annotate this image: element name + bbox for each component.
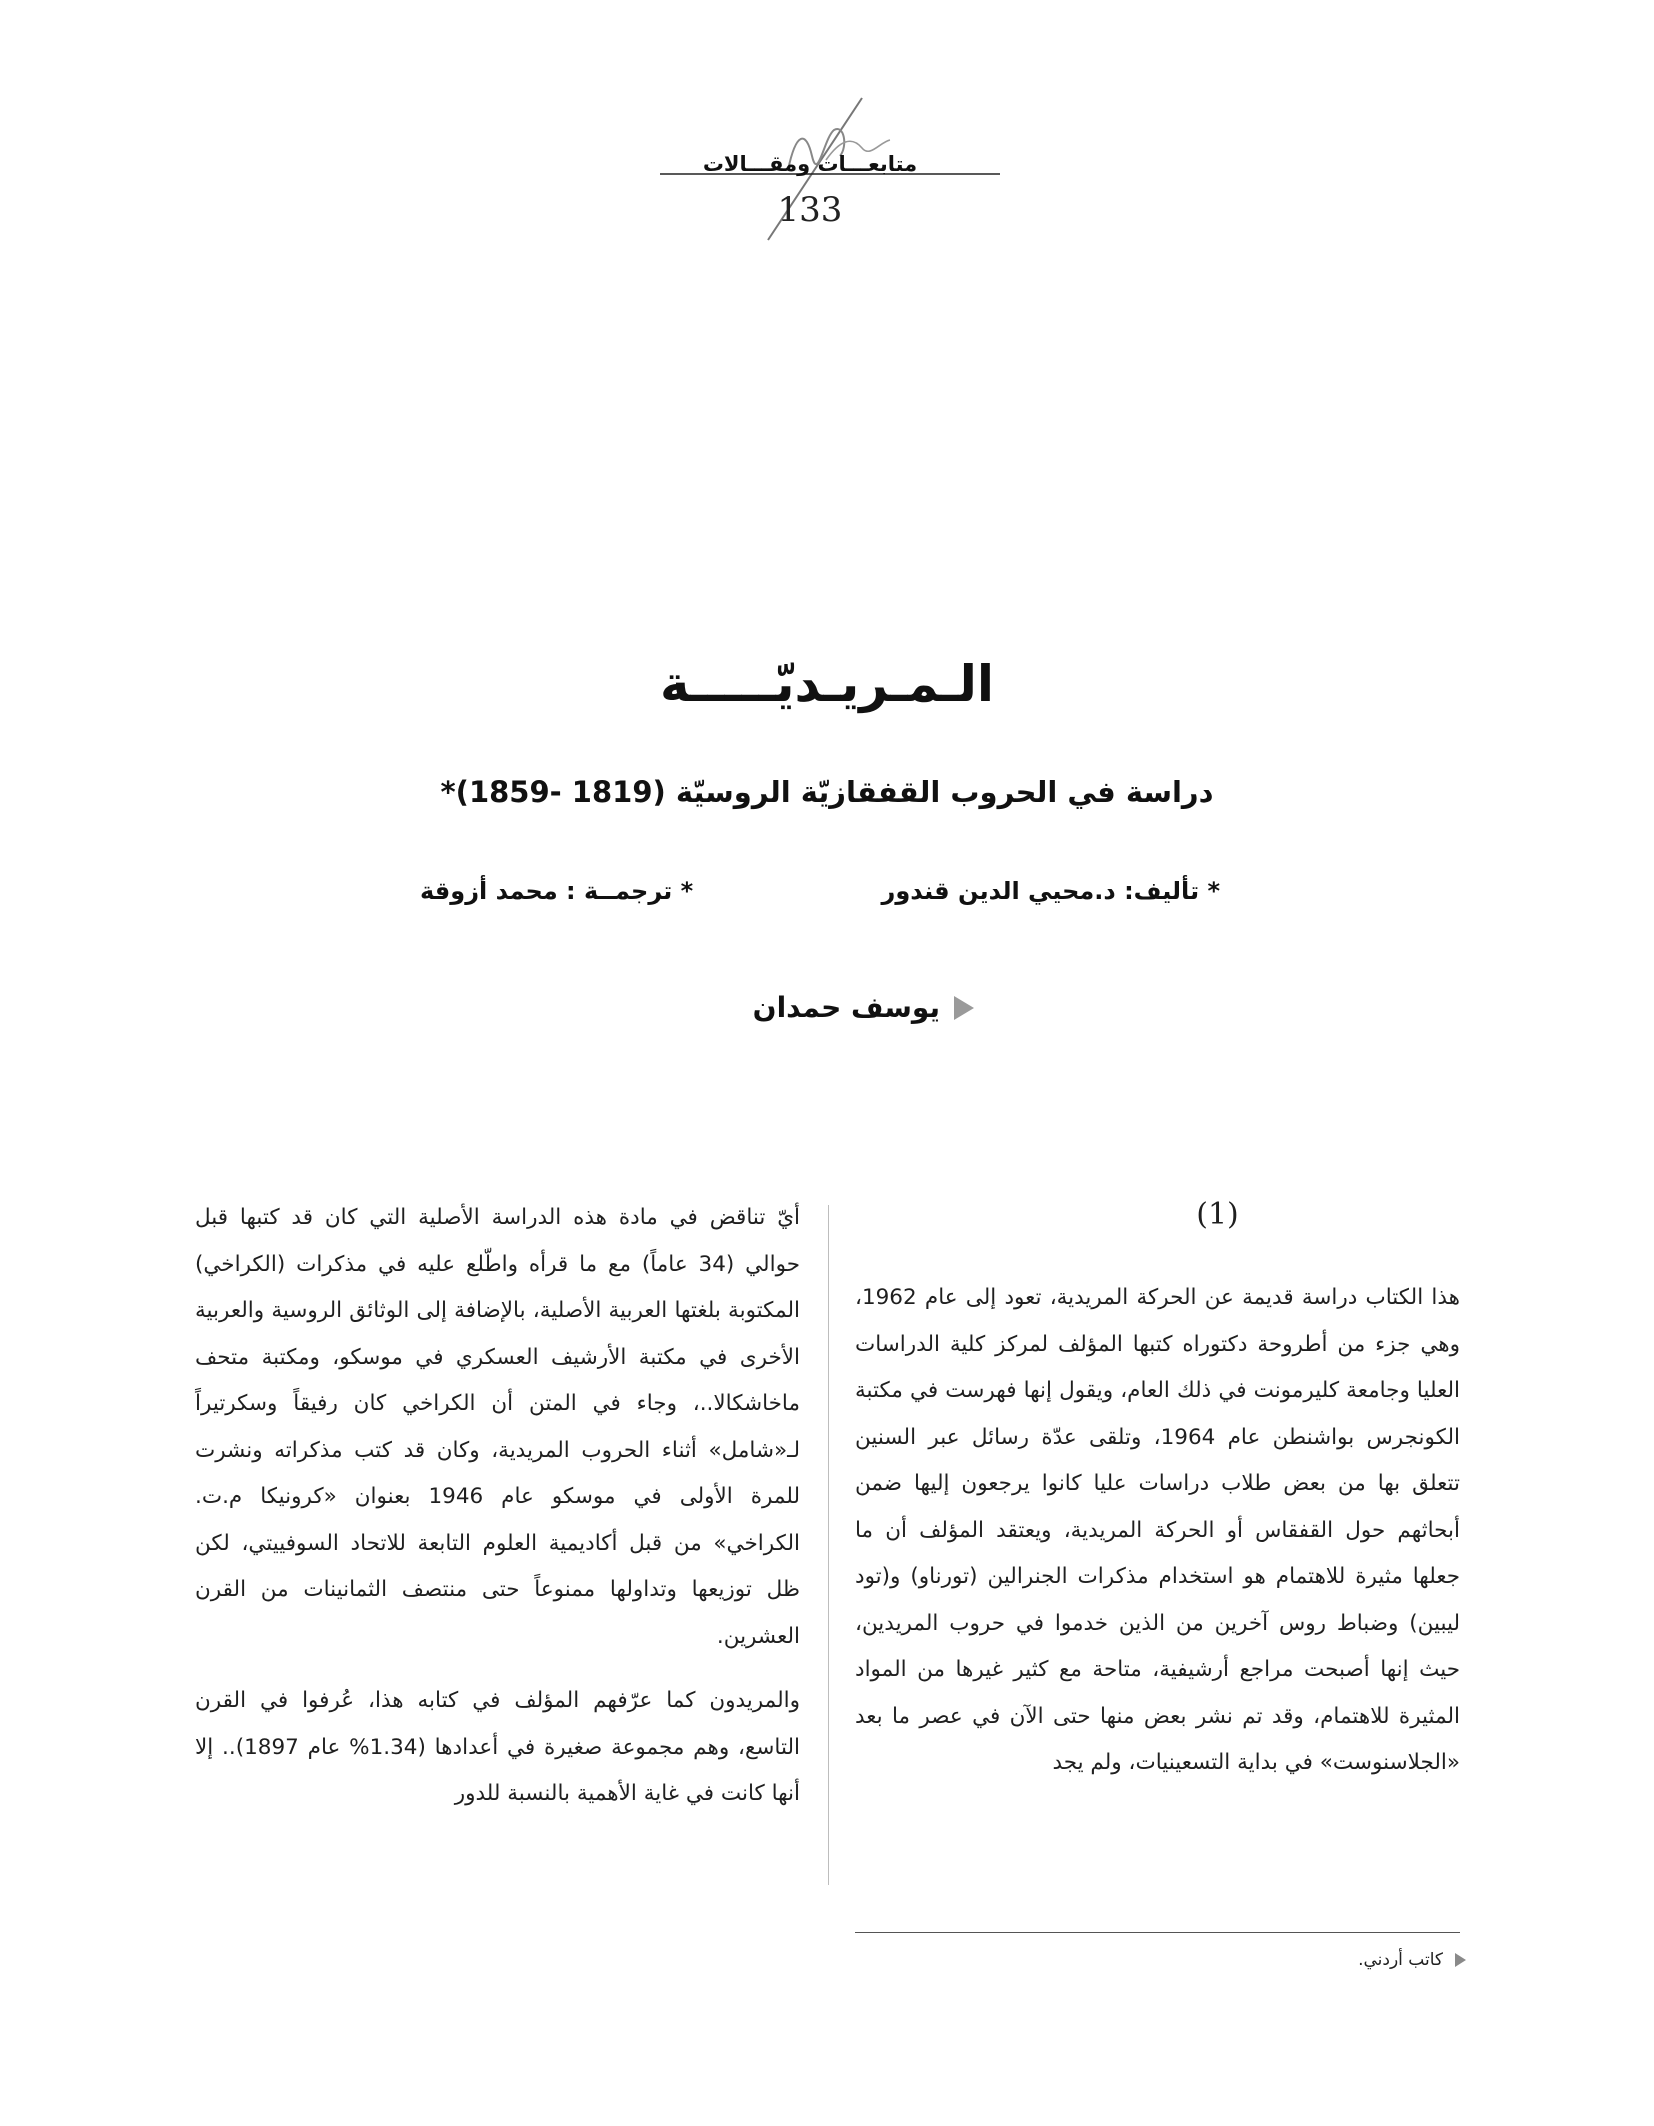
triangle-bullet-icon [954,996,974,1020]
credits [420,877,1220,917]
footnote-text: كاتب أردني. [1358,1950,1443,1970]
body-paragraph: هذا الكتاب دراسة قديمة عن الحركة المريدية، تعود إلى عام 1962، وهي جزء من أطروحة دكتوراه كتبها المؤلف لمركز كلية الدراسات العليا وجامعة كليرمونت في ذلك العام، ويقول إنها فهرست في مكتبة الكونجرس بواشنطن عام 1964، وتلقى عدّة رسائل عبر السنين تتعلق بها من بعض طلاب دراسات عليا كانوا يرجعون إليها ضمن أبحاثهم حول القفقاس أو الحركة المريدية، ويعتقد المؤلف أن ما جعلها مثيرة للاهتمام هو استخدام مذكرات الجنرالين (تورناو) و(تود ليبين) وضباط روس آخرين من الذين خدموا في حروب المريدين، حيث إنها أصبحت مراجع أرشيفية، متاحة مع كثير غيرها من المواد المثيرة للاهتمام، وقد تم نشر بعض منها حتى الآن في عصر ما بعد «الجلاسنوست» في بداية التسعينيات، ولم يجد [855,1285,1460,1775]
footnote-divider [855,1932,1460,1933]
footnote [1358,1950,1466,1970]
section-label: متابعـــات ومقـــالات [702,152,918,176]
article-subtitle: دراسة في الحروب القفقازيّة الروسيّة (1819 -1859)* [440,775,1214,809]
section-number: (1) [1196,1197,1239,1232]
author-credit: * تأليف: د.محيي الدين قندور [881,877,1220,905]
column-divider [828,1205,829,1885]
reviewer-byline [753,985,974,1030]
page-header [600,90,1020,250]
body-paragraph: أيّ تناقض في مادة هذه الدراسة الأصلية التي كان قد كتبها قبل حوالي (34 عاماً) مع ما قرأه واطّلع عليه في مذكرات (الكراخي) المكتوبة بلغتها العربية الأصلية، بالإضافة إلى الوثائق الروسية والعربية الأخرى في مكتبة الأرشيف العسكري في موسكو، ومكتبة متحف ماخاشكالا..، وجاء في المتن أن الكراخي كان رفيقاً وسكرتيراً لـ«شامل» أثناء الحروب المريدية، وكان قد كتب مذكراته ونشرت للمرة الأولى في موسكو عام 1946 بعنوان «كرونيكا م.ت. الكراخي» من قبل أكاديمية العلوم التابعة للاتحاد السوفييتي، لكن ظل توزيعها وتداولها ممنوعاً حتى منتصف الثمانينات من القرن العشرين. [195,1205,800,1649]
translator-credit: * ترجمــة : محمد أزوقة [420,877,694,905]
body-column-left [195,1195,800,1836]
body-paragraph: والمريدون كما عرّفهم المؤلف في كتابه هذا، عُرفوا في القرن التاسع، وهم مجموعة صغيرة في أعدادها (1.34% عام 1897).. إلا أنها كانت في غاية الأهمية بالنسبة للدور [195,1688,800,1806]
article-title: الـمـريـديّـــــة [659,655,994,713]
body-column-right [855,1195,1460,1787]
triangle-bullet-icon [1455,1953,1466,1967]
reviewer-name: يوسف حمدان [752,991,940,1024]
page-number: 133 [777,190,843,230]
